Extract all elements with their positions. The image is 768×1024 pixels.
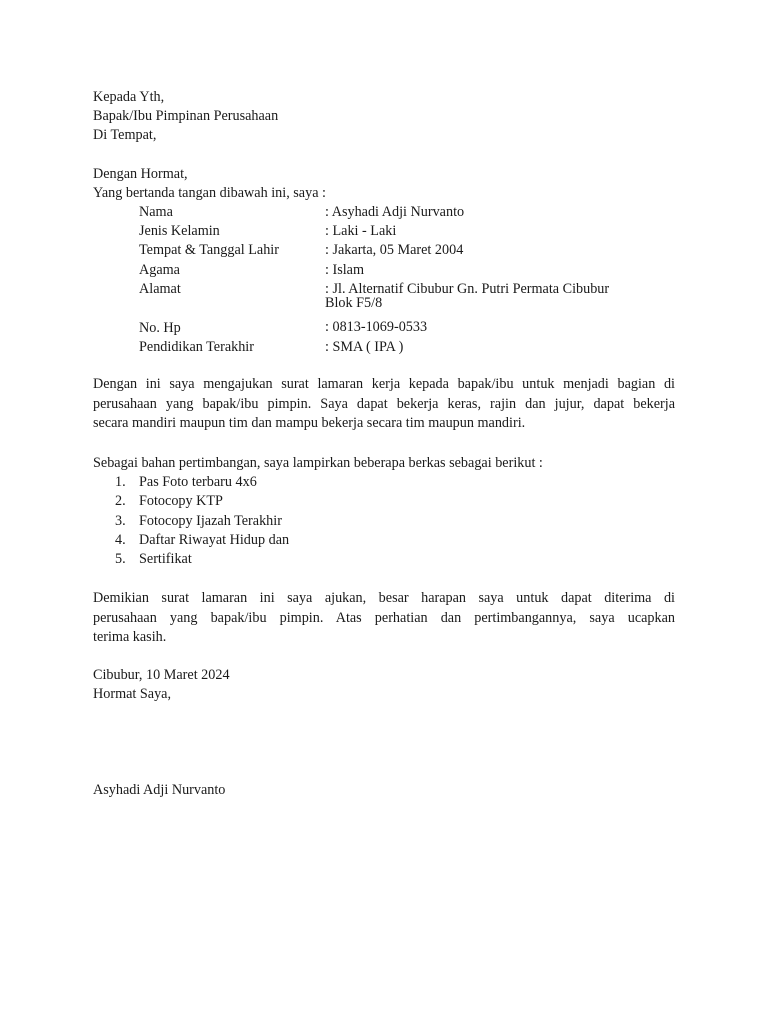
info-value-pendidikan: : SMA ( IPA ) (325, 339, 404, 355)
recipient-line-3: Di Tempat, (93, 127, 157, 143)
info-value-agama: : Islam (325, 262, 365, 278)
list-number: 5. (115, 551, 126, 567)
info-label-no-hp: No. Hp (139, 320, 181, 336)
info-value-alamat-cont: Blok F5/8 (325, 295, 383, 311)
place-date: Cibubur, 10 Maret 2024 (93, 667, 230, 683)
list-item (115, 531, 289, 550)
closing-paragraph (93, 589, 675, 648)
paragraph-line: perusahaan yang bapak/ibu pimpin. Saya dapat bekerja keras, rajin dan jujur, dapat bekerja (93, 395, 675, 412)
info-label-pendidikan: Pendidikan Terakhir (139, 339, 254, 355)
greeting: Dengan Hormat, (93, 166, 188, 182)
paragraph-line: secara mandiri maupun tim dan mampu bekerja secara tim maupun mandiri. (93, 415, 526, 431)
info-label-nama: Nama (139, 204, 173, 220)
list-text: Sertifikat (139, 551, 192, 567)
list-number: 1. (115, 474, 126, 490)
list-text: Fotocopy KTP (139, 493, 223, 509)
info-label-agama: Agama (139, 262, 180, 278)
info-value-no-hp: : 0813-1069-0533 (325, 319, 428, 335)
list-number: 2. (115, 493, 126, 509)
info-label-jenis-kelamin: Jenis Kelamin (139, 223, 220, 239)
info-value-jenis-kelamin: : Laki - Laki (325, 223, 397, 239)
recipient-line-1: Kepada Yth, (93, 89, 165, 105)
info-value-ttl: : Jakarta, 05 Maret 2004 (325, 242, 464, 258)
list-text: Daftar Riwayat Hidup dan (139, 532, 290, 548)
list-text: Fotocopy Ijazah Terakhir (139, 513, 282, 529)
list-number: 4. (115, 532, 126, 548)
info-value-alamat: : Jl. Alternatif Cibubur Gn. Putri Permata Cibubur (325, 281, 610, 297)
list-item (115, 550, 192, 569)
regards: Hormat Saya, (93, 686, 172, 702)
paragraph-line: terima kasih. (93, 629, 167, 645)
attachments-intro: Sebagai bahan pertimbangan, saya lampirkan beberapa berkas sebagai berikut : (93, 455, 543, 471)
info-value-nama: : Asyhadi Adji Nurvanto (325, 204, 465, 220)
list-item (115, 492, 223, 511)
list-number: 3. (115, 513, 126, 529)
application-paragraph (93, 375, 675, 434)
recipient-line-2: Bapak/Ibu Pimpinan Perusahaan (93, 108, 279, 124)
list-item (115, 473, 257, 492)
info-label-alamat: Alamat (139, 281, 181, 297)
list-item (115, 512, 282, 531)
info-label-ttl: Tempat & Tanggal Lahir (139, 242, 279, 258)
paragraph-line: Dengan ini saya mengajukan surat lamaran kerja kepada bapak/ibu untuk menjadi bagian di (93, 376, 675, 392)
intro-text: Yang bertanda tangan dibawah ini, saya : (93, 185, 326, 201)
signature-name: Asyhadi Adji Nurvanto (93, 782, 226, 798)
paragraph-line: perusahaan yang bapak/ibu pimpin. Atas perhatian dan pertimbangannya, saya ucapkan (93, 609, 675, 626)
paragraph-line: Demikian surat lamaran ini saya ajukan, besar harapan saya untuk dapat diterima di (93, 590, 675, 606)
list-text: Pas Foto terbaru 4x6 (139, 474, 257, 490)
